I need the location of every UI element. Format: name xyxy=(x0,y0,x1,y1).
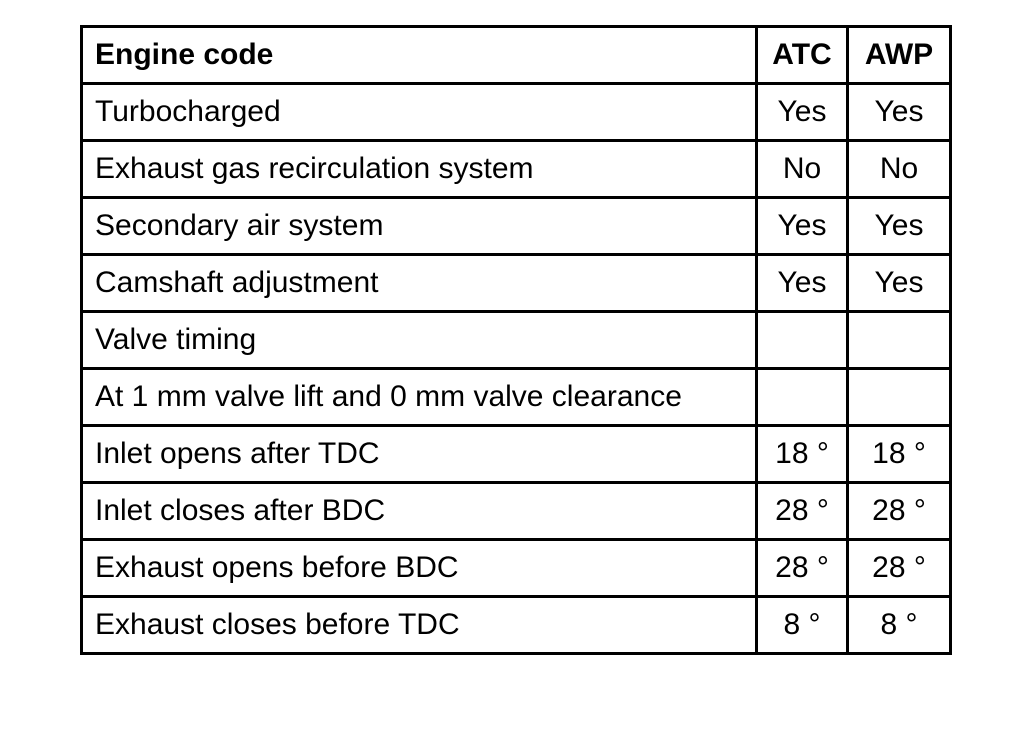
row-label: Inlet closes after BDC xyxy=(82,483,757,540)
table-header-row xyxy=(82,27,951,84)
row-label: At 1 mm valve lift and 0 mm valve clearance xyxy=(82,369,757,426)
table-row xyxy=(82,597,951,654)
row-atc-value: 28 ° xyxy=(757,540,848,597)
table-row xyxy=(82,198,951,255)
table-row xyxy=(82,255,951,312)
table-row xyxy=(82,540,951,597)
row-awp-value: Yes xyxy=(848,84,951,141)
row-awp-value: Yes xyxy=(848,255,951,312)
row-label: Inlet opens after TDC xyxy=(82,426,757,483)
row-atc-value xyxy=(757,369,848,426)
table-row xyxy=(82,369,951,426)
row-atc-value xyxy=(757,312,848,369)
table-row xyxy=(82,426,951,483)
table-row xyxy=(82,483,951,540)
row-label: Valve timing xyxy=(82,312,757,369)
row-awp-value: 8 ° xyxy=(848,597,951,654)
row-atc-value: 28 ° xyxy=(757,483,848,540)
row-atc-value: Yes xyxy=(757,84,848,141)
row-awp-value xyxy=(848,369,951,426)
row-atc-value: 18 ° xyxy=(757,426,848,483)
header-atc: ATC xyxy=(757,27,848,84)
row-atc-value: Yes xyxy=(757,255,848,312)
row-label: Camshaft adjustment xyxy=(82,255,757,312)
row-atc-value: Yes xyxy=(757,198,848,255)
row-atc-value: 8 ° xyxy=(757,597,848,654)
row-atc-value: No xyxy=(757,141,848,198)
table-row xyxy=(82,312,951,369)
row-label: Exhaust opens before BDC xyxy=(82,540,757,597)
header-awp: AWP xyxy=(848,27,951,84)
row-awp-value: 28 ° xyxy=(848,483,951,540)
row-awp-value xyxy=(848,312,951,369)
engine-spec-table xyxy=(80,25,952,655)
table-row xyxy=(82,141,951,198)
row-awp-value: 18 ° xyxy=(848,426,951,483)
row-label: Turbocharged xyxy=(82,84,757,141)
row-label: Exhaust gas recirculation system xyxy=(82,141,757,198)
row-awp-value: 28 ° xyxy=(848,540,951,597)
row-label: Secondary air system xyxy=(82,198,757,255)
row-label: Exhaust closes before TDC xyxy=(82,597,757,654)
row-awp-value: No xyxy=(848,141,951,198)
row-awp-value: Yes xyxy=(848,198,951,255)
header-engine-code: Engine code xyxy=(82,27,757,84)
table-row xyxy=(82,84,951,141)
